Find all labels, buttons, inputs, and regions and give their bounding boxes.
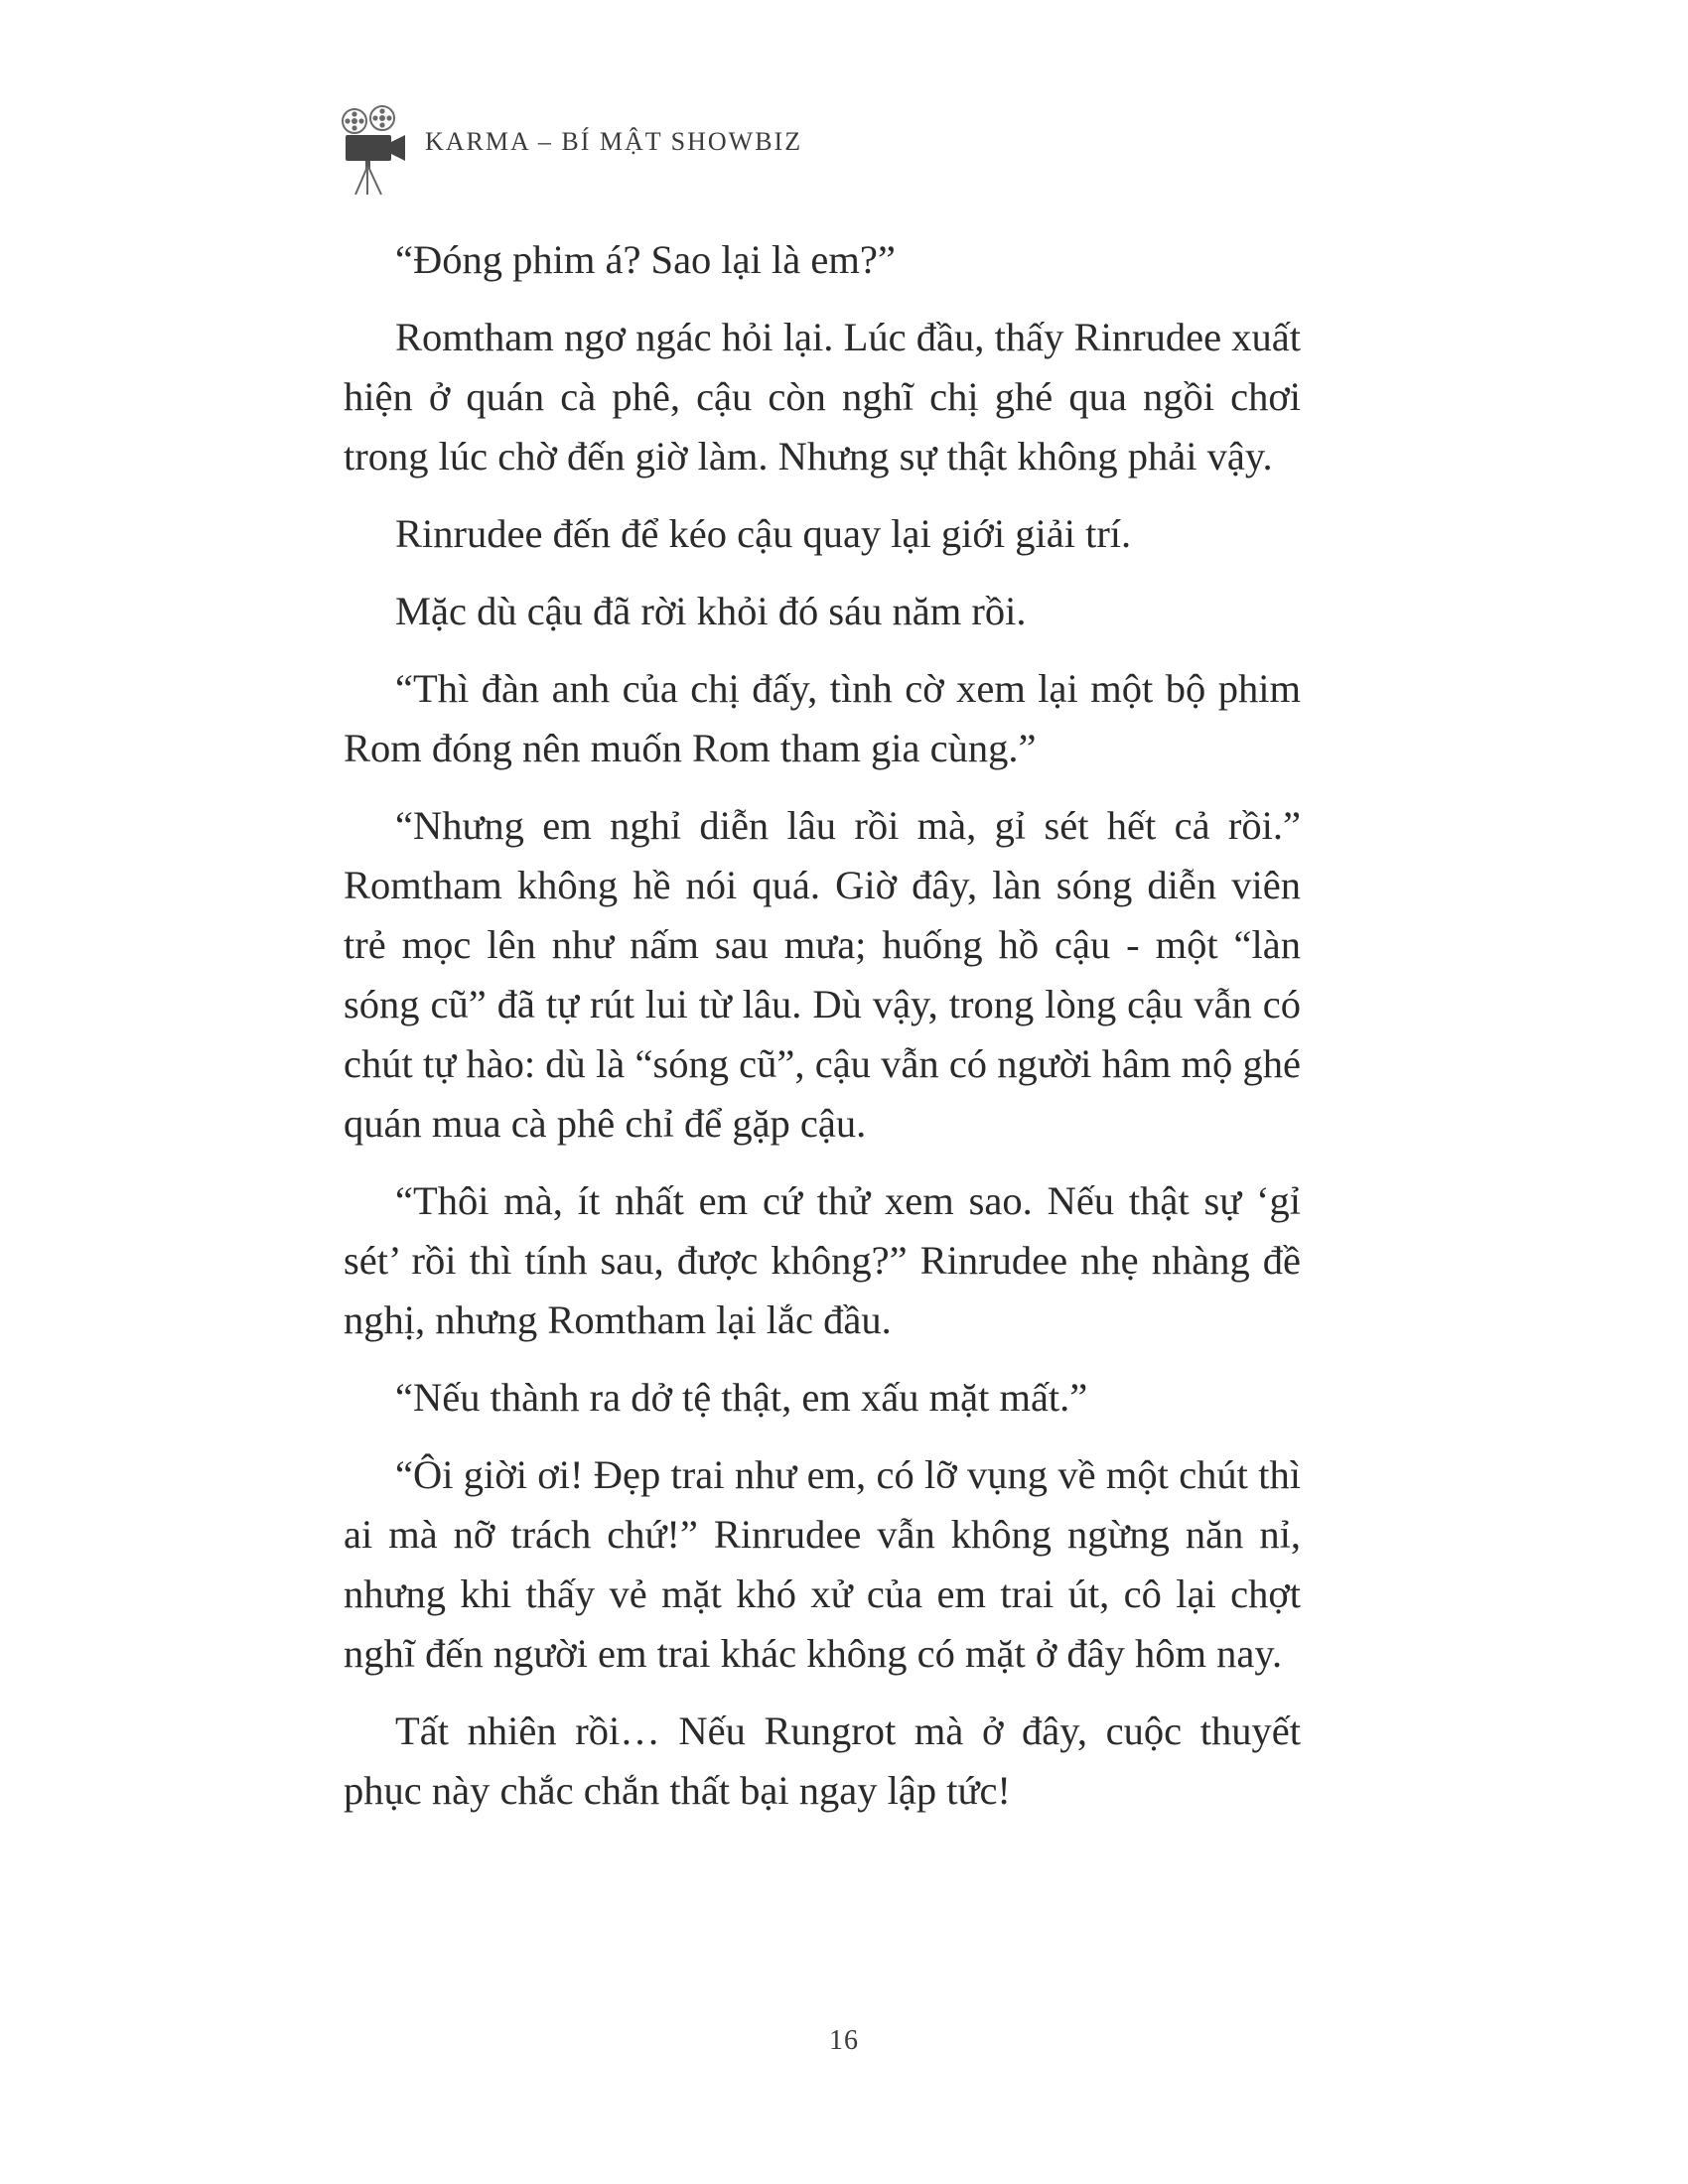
paragraph: “Thôi mà, ít nhất em cứ thử xem sao. Nếu thật sự ‘gỉ sét’ rồi thì tính sau, được không?” Rinrudee nhẹ nhàng đề nghị, nhưng Romtham lại lắc đầu. xyxy=(344,1178,1301,1342)
paragraph: Rinrudee đến để kéo cậu quay lại giới giải trí. xyxy=(395,511,1132,556)
paragraph: Tất nhiên rồi… Nếu Rungrot mà ở đây, cuộc thuyết phục này chắc chắn thất bại ngay lập tức! xyxy=(344,1708,1301,1813)
paragraph: “Nhưng em nghỉ diễn lâu rồi mà, gỉ sét hết cả rồi.” Romtham không hề nói quá. Giờ đây, làn sóng diễn viên trẻ mọc lên như nấm sau mưa; huống hồ cậu - một “làn sóng cũ” đã tự rút lui từ lâu. Dù vậy, trong lòng cậu vẫn có chút tự hào: dù là “sóng cũ”, cậu vẫn có người hâm mộ ghé quán mua cà phê chỉ để gặp cậu. xyxy=(344,803,1301,1146)
paragraph: Mặc dù cậu đã rời khỏi đó sáu năm rồi. xyxy=(395,589,1027,633)
paragraph: “Ôi giời ơi! Đẹp trai như em, có lỡ vụng về một chút thì ai mà nỡ trách chứ!” Rinrudee vẫn không ngừng năn nỉ, nhưng khi thấy vẻ mặt khó xử của em trai út, cô lại chợt nghĩ đến người em trai khác không có mặt ở đây hôm nay. xyxy=(344,1452,1301,1676)
body-text xyxy=(344,230,1301,1839)
paragraph: Romtham ngơ ngác hỏi lại. Lúc đầu, thấy Rinrudee xuất hiện ở quán cà phê, cậu còn nghĩ chị ghé qua ngồi chơi trong lúc chờ đến giờ làm. Nhưng sự thật không phải vậy. xyxy=(344,315,1301,478)
paragraph: “Thì đàn anh của chị đấy, tình cờ xem lại một bộ phim Rom đóng nên muốn Rom tham gia cùng.” xyxy=(344,666,1301,770)
page-number: 16 xyxy=(829,2025,859,2056)
film-camera-icon xyxy=(338,105,413,197)
paragraph: “Nếu thành ra dở tệ thật, em xấu mặt mất.” xyxy=(395,1375,1088,1420)
book-title: KARMA – BÍ MẬT SHOWBIZ xyxy=(425,127,803,156)
paragraph: “Đóng phim á? Sao lại là em?” xyxy=(395,237,896,282)
